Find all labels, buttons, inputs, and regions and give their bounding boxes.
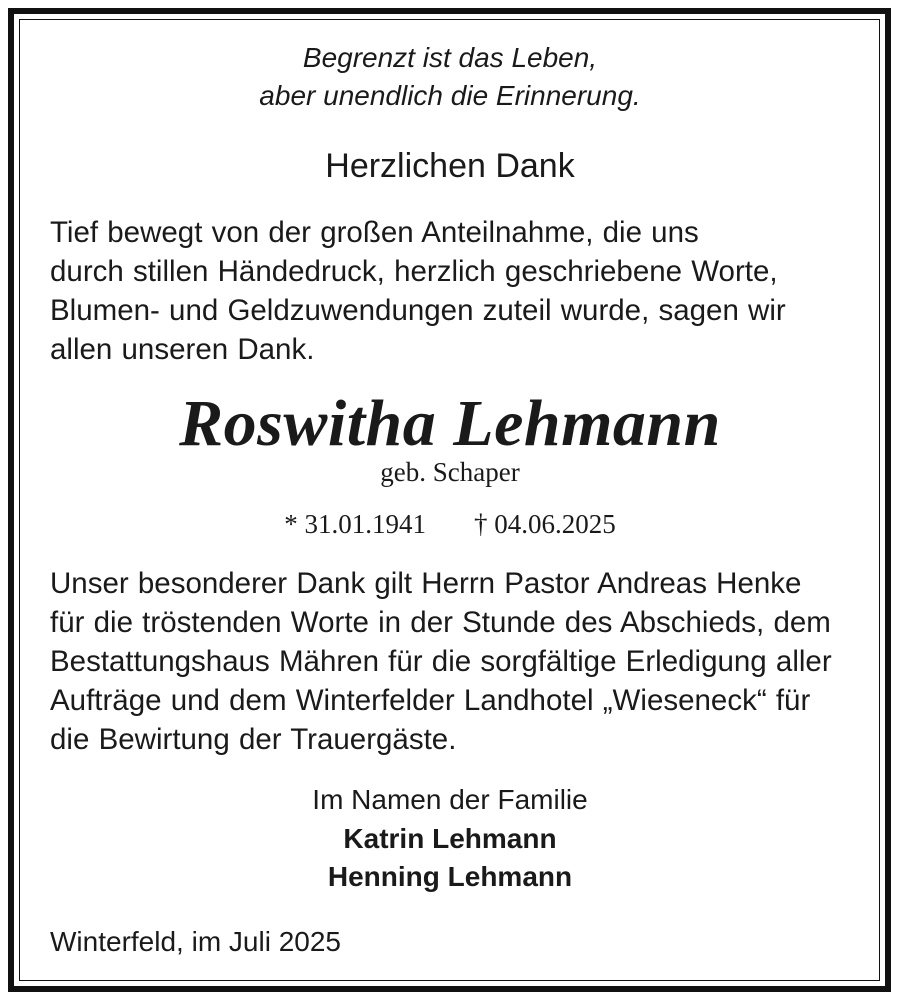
deceased-birth-name: geb. Schaper	[380, 457, 520, 487]
obituary-thank-you-notice	[50, 0, 850, 1000]
death-date: † 04.06.2025	[474, 509, 616, 539]
motto-line-1: Begrenzt ist das Leben,	[302, 42, 598, 73]
intro-line-1: Tief bewegt von der großen Anteilnahme, die uns	[50, 216, 699, 249]
gratitude-line-5: die Bewirtung der Trauergäste.	[50, 723, 457, 756]
gratitude-line-2: für die tröstenden Worte in der Stunde des Abschieds, dem	[50, 606, 831, 639]
signature-name-2: Henning Lehmann	[327, 861, 573, 892]
deceased-name: Roswitha Lehmann	[179, 387, 721, 460]
signature-intro: Im Namen der Familie	[312, 784, 588, 815]
life-dates	[50, 507, 850, 541]
thanks-heading: Herzlichen Dank	[325, 147, 575, 185]
gratitude-line-1: Unser besonderer Dank gilt Herrn Pastor Andreas Henke	[50, 567, 802, 600]
gratitude-line-3: Bestattungshaus Mähren für die sorgfältige Erledigung aller	[50, 645, 832, 678]
birth-date: * 31.01.1941	[284, 509, 426, 539]
gratitude-line-4: Aufträge und dem Winterfelder Landhotel „Wieseneck“ für	[50, 684, 811, 717]
intro-line-2: durch stillen Händedruck, herzlich geschriebene Worte,	[50, 255, 778, 288]
motto-line-2: aber unendlich die Erinnerung.	[259, 80, 641, 111]
signature-name-1: Katrin Lehmann	[343, 823, 557, 854]
intro-line-4: allen unseren Dank.	[50, 333, 315, 366]
place-and-date: Winterfeld, im Juli 2025	[50, 926, 342, 957]
intro-line-3: Blumen- und Geldzuwendungen zuteil wurde, sagen wir	[50, 294, 786, 327]
